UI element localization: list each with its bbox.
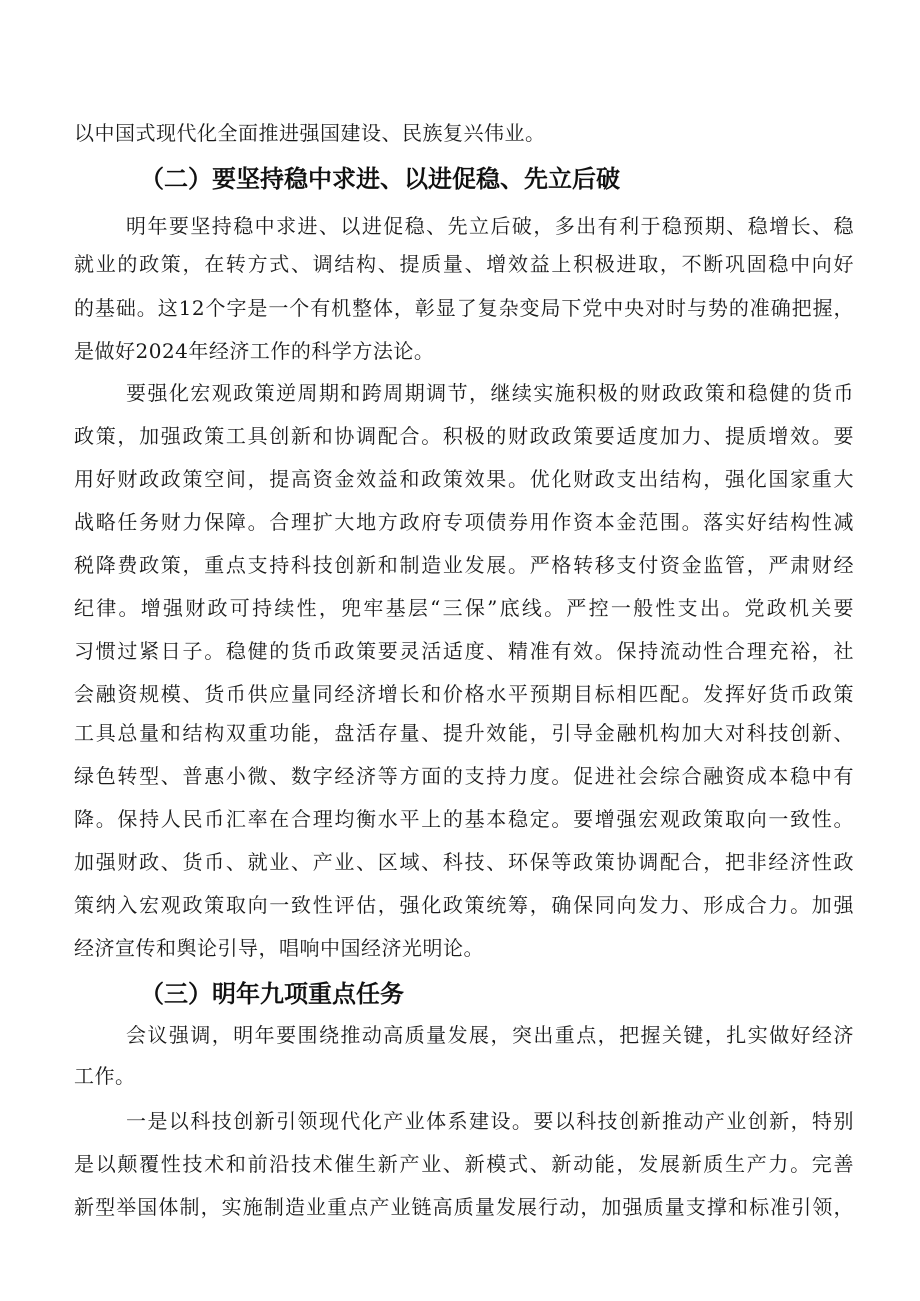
paragraph-line: 习惯过紧日子。稳健的货币政策要灵活适度、精准有效。保持流动性合理充裕，社	[74, 639, 854, 663]
paragraph-line: 是以颠覆性技术和前沿技术催生新产业、新模式、新动能，发展新质生产力。完善	[74, 1152, 854, 1176]
paragraph-line: 政策，加强政策工具创新和协调配合。积极的财政政策要适度加力、提质增效。要	[74, 424, 854, 448]
paragraph-line: 绿色转型、普惠小微、数字经济等方面的支持力度。促进社会综合融资成本稳中有	[74, 764, 854, 788]
paragraph-line: 工具总量和结构双重功能，盘活存量、提升效能，引导金融机构加大对科技创新、	[74, 721, 854, 745]
paragraph-line: 纪律。增强财政可持续性，兜牢基层“三保”底线。严控一般性支出。党政机关要	[74, 596, 854, 620]
paragraph-line: 工作。	[74, 1064, 136, 1088]
paragraph-line: 战略任务财力保障。合理扩大地方政府专项债券用作资本金范围。落实好结构性减	[74, 510, 854, 534]
paragraph-line: 会融资规模、货币供应量同经济增长和价格水平预期目标相匹配。发挥好货币政策	[74, 682, 854, 706]
paragraph-line: 新型举国体制，实施制造业重点产业链高质量发展行动，加强质量支撑和标准引领，	[74, 1195, 854, 1219]
section-heading-2: （二）要坚持稳中求进、以进促稳、先立后破	[140, 165, 620, 193]
paragraph-line: 就业的政策，在转方式、调结构、提质量、增效益上积极进取，不断巩固稳中向好	[74, 252, 854, 276]
paragraph-line: 是做好2024年经济工作的科学方法论。	[74, 339, 435, 363]
section-heading-3: （三）明年九项重点任务	[140, 980, 404, 1008]
paragraph-line: 以中国式现代化全面推进强国建设、民族复兴伟业。	[74, 121, 546, 145]
paragraph-line: 加强财政、货币、就业、产业、区域、科技、环保等政策协调配合，把非经济性政	[74, 850, 854, 874]
paragraph-line: 一是以科技创新引领现代化产业体系建设。要以科技创新推动产业创新，特别	[126, 1109, 854, 1133]
paragraph-line: 经济宣传和舆论引导，唱响中国经济光明论。	[74, 936, 484, 960]
paragraph-line: 用好财政政策空间，提高资金效益和政策效果。优化财政支出结构，强化国家重大	[74, 467, 854, 491]
paragraph-line: 降。保持人民币汇率在合理均衡水平上的基本稳定。要增强宏观政策取向一致性。	[74, 807, 854, 831]
paragraph-line: 会议强调，明年要围绕推动高质量发展，突出重点，把握关键，扎实做好经济	[126, 1023, 854, 1047]
paragraph-line: 策纳入宏观政策取向一致性评估，强化政策统筹，确保同向发力、形成合力。加强	[74, 893, 854, 917]
paragraph-line: 明年要坚持稳中求进、以进促稳、先立后破，多出有利于稳预期、稳增长、稳	[126, 214, 854, 238]
paragraph-line: 的基础。这12个字是一个有机整体，彰显了复杂变局下党中央对时与势的准确把握，	[74, 296, 854, 320]
paragraph-line: 要强化宏观政策逆周期和跨周期调节，继续实施积极的财政政策和稳健的货币	[126, 381, 854, 405]
paragraph-line: 税降费政策，重点支持科技创新和制造业发展。严格转移支付资金监管，严肃财经	[74, 553, 854, 577]
